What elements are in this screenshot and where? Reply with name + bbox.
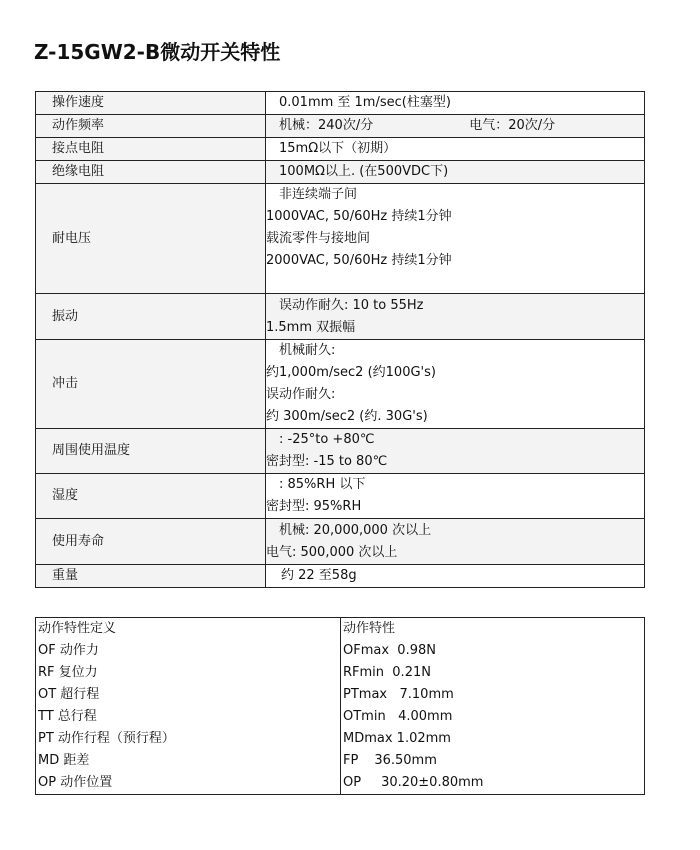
characteristics-def: OT 超行程 xyxy=(38,687,100,702)
characteristics-value: MDmax 1.02mm xyxy=(343,731,451,746)
spec-value-line: 2000VAC, 50/60Hz 持续1分钟 xyxy=(266,253,452,268)
spec-value: 100MΩ以上. (在500VDC下) xyxy=(279,164,449,179)
spec-value: 15mΩ以下（初期） xyxy=(279,141,397,156)
spec-row-vibration xyxy=(36,294,645,340)
spec-row-voltage xyxy=(36,184,645,294)
characteristics-value: OFmax 0.98N xyxy=(343,643,436,658)
characteristics-left-header: 动作特性定义 xyxy=(38,621,117,636)
spec-value-line: 1000VAC, 50/60Hz 持续1分钟 xyxy=(266,209,452,224)
spec-value-line: : -25°to +80℃ xyxy=(279,432,375,447)
spec-row-shock xyxy=(36,340,645,429)
spec-value-line: 非连续端子间 xyxy=(279,187,358,202)
spec-value-elec: 电气：20次/分 xyxy=(469,118,556,133)
spec-row-insulation xyxy=(36,161,645,184)
characteristics-right-header: 动作特性 xyxy=(343,621,396,636)
characteristics-value-fp xyxy=(343,750,644,772)
characteristics-def: OP 动作位置 xyxy=(38,775,113,790)
spec-label: 冲击 xyxy=(36,340,266,429)
characteristics-value: OTmin 4.00mm xyxy=(343,709,453,724)
spec-value-mech: 机械：240次/分 xyxy=(279,118,374,133)
spec-value-line: 机械: 20,000,000 次以上 xyxy=(279,522,432,538)
spec-value-line: 误动作耐久: 10 to 55Hz xyxy=(279,297,424,313)
spec-value-line: 密封型: 95%RH xyxy=(266,499,362,514)
characteristics-value-op xyxy=(343,772,644,794)
spec-value-line: 约 300m/sec2 (约. 30G's) xyxy=(266,409,428,424)
spec-label: 耐电压 xyxy=(36,184,266,294)
spec-value-line: : 85%RH 以下 xyxy=(279,477,366,492)
op-label: OP xyxy=(343,775,362,790)
spec-label: 周围使用温度 xyxy=(36,429,266,474)
spec-label: 使用寿命 xyxy=(36,519,266,565)
spec-value: 0.01mm 至 1m/sec(柱塞型) xyxy=(279,95,451,110)
spec-label: 动作频率 xyxy=(36,115,266,138)
characteristics-def: TT 总行程 xyxy=(38,709,97,724)
op-value: 30.20±0.80mm xyxy=(381,775,484,790)
spec-value-line: 机械耐久: xyxy=(279,343,336,358)
spec-value-line: 电气: 500,000 次以上 xyxy=(266,544,398,560)
spec-value-line: 1.5mm 双振幅 xyxy=(266,319,356,335)
spec-value-line: 载流零件与接地间 xyxy=(266,231,371,246)
characteristics-def: PT 动作行程（预行程） xyxy=(38,731,175,746)
spec-label: 重量 xyxy=(36,565,266,588)
characteristics-table xyxy=(35,617,645,795)
spec-row-contact xyxy=(36,138,645,161)
fp-value: 36.50mm xyxy=(374,753,437,768)
characteristics-row xyxy=(36,618,645,795)
page-title: Z-15GW2-B微动开关特性 xyxy=(34,40,281,64)
spec-row-speed xyxy=(36,92,645,115)
spec-row-humidity xyxy=(36,474,645,519)
spec-label: 振动 xyxy=(36,294,266,340)
spec-label: 湿度 xyxy=(36,474,266,519)
spec-table xyxy=(35,91,645,588)
spec-row-temp xyxy=(36,429,645,474)
spec-label: 操作速度 xyxy=(36,92,266,115)
spec-value-line: 约1,000m/sec2 (约100G's) xyxy=(266,365,436,380)
spec-row-weight xyxy=(36,565,645,588)
spec-row-life xyxy=(36,519,645,565)
spec-label: 接点电阻 xyxy=(36,138,266,161)
fp-label: FP xyxy=(343,753,359,768)
spec-value: 约 22 至58g xyxy=(281,568,357,583)
spec-value-line: 误动作耐久: xyxy=(266,387,336,402)
spec-label: 绝缘电阻 xyxy=(36,161,266,184)
characteristics-def: MD 距差 xyxy=(38,753,90,768)
characteristics-value: PTmax 7.10mm xyxy=(343,687,454,702)
spec-value-line: 密封型: -15 to 80℃ xyxy=(266,454,388,469)
characteristics-value: RFmin 0.21N xyxy=(343,665,431,680)
spec-row-freq xyxy=(36,115,645,138)
characteristics-def: RF 复位力 xyxy=(38,665,98,680)
characteristics-def: OF 动作力 xyxy=(38,643,99,658)
